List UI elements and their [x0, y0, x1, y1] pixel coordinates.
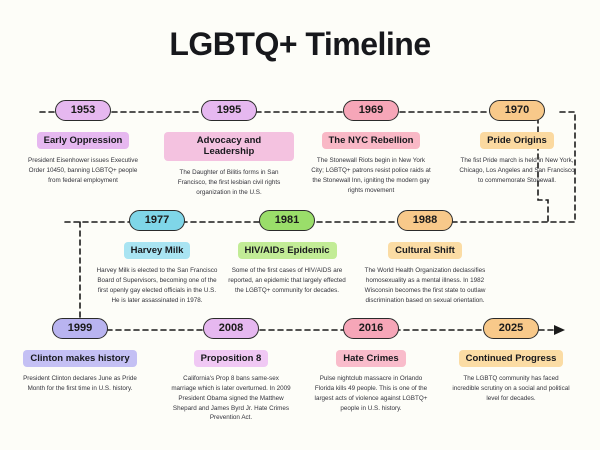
page-title: LGBTQ+ Timeline [169, 26, 431, 62]
timeline-event-2016[interactable] [306, 318, 436, 413]
event-year: 1953 [55, 100, 111, 121]
timeline-event-1977[interactable] [92, 210, 222, 305]
event-description: The Stonewall Riots begin in New York City; LGBTQ+ patrons resist police raids at the Stonewall Inn, igniting the modern gay rights movement [311, 157, 431, 194]
event-label: Advocacy and Leadership [164, 132, 294, 162]
timeline-event-1953[interactable] [18, 100, 148, 186]
event-label: The NYC Rebellion [322, 132, 421, 150]
event-year: 1995 [201, 100, 257, 121]
event-label: Clinton makes history [23, 350, 136, 368]
timeline-event-2008[interactable] [166, 318, 296, 423]
event-description: President Eisenhower issues Executive Order 10450, banning LGBTQ+ people from federal employment [28, 157, 138, 184]
event-label: Hate Crimes [336, 350, 405, 368]
event-year: 1970 [489, 100, 545, 121]
event-label: HIV/AIDs Epidemic [238, 242, 337, 260]
event-label: Harvey Milk [124, 242, 191, 260]
event-description: The World Health Organization declassifies homosexuality as a mental illness. In 1982 Wisconsin becomes the first state to outlaw discrimination based on sexual orientation. [364, 267, 486, 304]
event-year: 1988 [397, 210, 453, 231]
timeline-event-1969[interactable] [306, 100, 436, 195]
event-description: The Daughter of Bilitis forms in San Francisco, the first lesbian civil rights organization in the U.S. [177, 169, 281, 196]
event-year: 1981 [259, 210, 315, 231]
event-label: Proposition 8 [194, 350, 269, 368]
event-label: Pride Origins [480, 132, 554, 150]
event-description: The fist Pride march is held in New York, Chicago, Los Angeles and San Francisco to commemorate Stonewall. [459, 157, 575, 184]
timeline-event-1999[interactable] [15, 318, 145, 394]
event-description: President Clinton declares June as Pride Month for the first time in U.S. history. [23, 375, 137, 393]
event-year: 1969 [343, 100, 399, 121]
event-description: California's Prop 8 bans same-sex marriage which is later overturned. In 2009 President Obama signed the Matthew Shepard and James Byrd Jr. Hate Crimes Prevention Act. [171, 375, 291, 422]
event-year: 2025 [483, 318, 539, 339]
event-description: Harvey Milk is elected to the San Francisco Board of Supervisors, becoming one of the first openly gay elected officials in the U.S. He is later assassinated in 1978. [96, 267, 218, 304]
event-year: 2008 [203, 318, 259, 339]
timeline-event-1970[interactable] [452, 100, 582, 186]
event-description: Some of the first cases of HIV/AIDS are reported, an epidemic that largely effected the LGBTQ+ community for decades. [228, 267, 346, 294]
event-description: The LGBTQ community has faced incredible scrutiny on a social and political level for decades. [452, 375, 570, 402]
event-label: Continued Progress [459, 350, 564, 368]
event-year: 1999 [52, 318, 108, 339]
event-label: Cultural Shift [388, 242, 462, 260]
timeline-event-1988[interactable] [360, 210, 490, 305]
event-label: Early Oppression [37, 132, 130, 150]
timeline-event-1995[interactable] [164, 100, 294, 198]
event-description: Pulse nightclub massacre in Orlando Florida kills 49 people. This is one of the largest acts of violence against LGBTQ+ people in U.S. history. [314, 375, 428, 412]
timeline-event-1981[interactable] [222, 210, 352, 296]
event-year: 2016 [343, 318, 399, 339]
timeline-event-2025[interactable] [446, 318, 576, 404]
event-year: 1977 [129, 210, 185, 231]
